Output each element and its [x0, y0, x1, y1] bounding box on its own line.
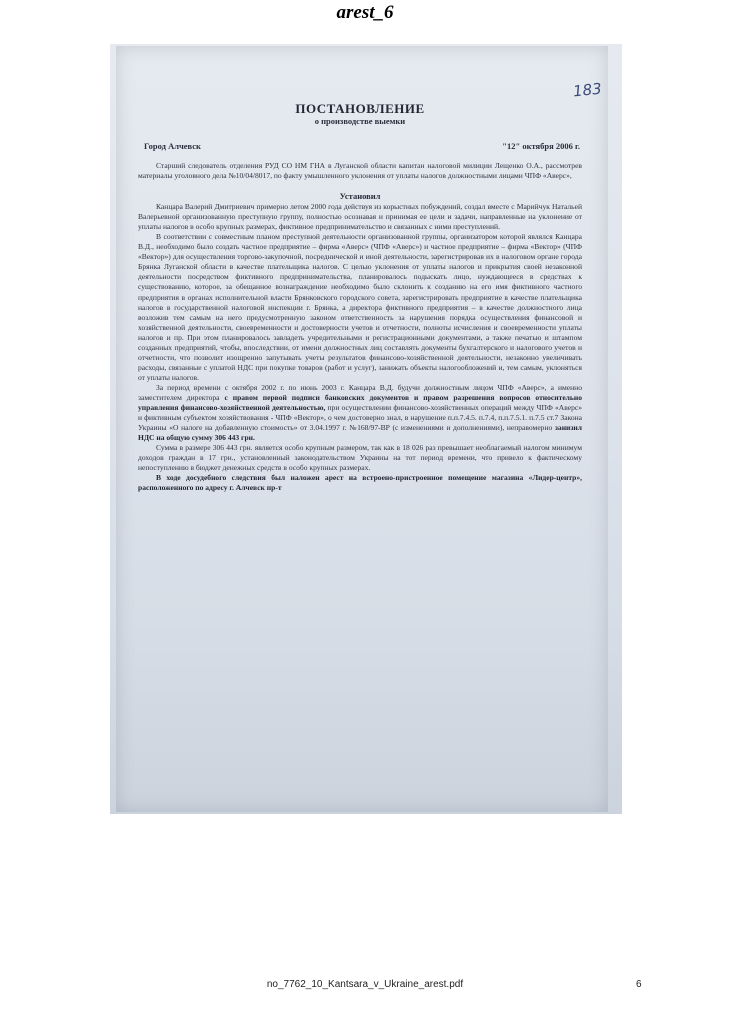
scanned-document-image [110, 44, 622, 814]
paragraph-1: Канцара Валерий Дмитриевич примерно летом 2000 года действуя из корыстных побуждений, создал вместе с Марийчук Натальей Валерьевной организованную преступную группу, полностью осознавая и принимая ее цели и задачи, направленные на уклонение от уплаты налогов в особо крупных размерах, фиктивное предпринимательство и связанных с ними преступлений. [138, 202, 582, 232]
footer-filename: no_7762_10_Kantsara_v_Ukraine_arest.pdf [266, 979, 464, 990]
document-body [138, 102, 582, 493]
paragraph-5: В ходе досудебного следствия был наложен арест на встроено-пристроенное помещение магазина «Лидер-центр», расположенного по адресу г. Алчевск пр-т [138, 473, 582, 493]
document-date: "12" октября 2006 г. [502, 141, 580, 151]
document-subtitle: о производстве выемки [314, 116, 406, 126]
section-heading: Установил [339, 191, 381, 202]
paragraph-3-text-1: За период времени с октября 2002 г. по июнь 2003 г. Канцара В.Д. будучи должностным лицом ЧПФ «Аверс», а именно заместителем директора [138, 382, 582, 402]
paragraph-3-text-2: при осуществлении финансово-хозяйственных операций между ЧПФ «Аверс» и фиктивным субъектом хозяйствования - ЧПФ «Вектор», о чем достоверно знал, в нарушение п.п.7.4.5. п.7.4, п.п.7.5.1. п.7.5 ст.7 Закона Украины «О налоге на добавленную стоимость» от 3.04.1997 г. №168/97-ВР (с изменениями и дополнениями), неправомерно [138, 403, 582, 433]
document-city: Город Алчевск [144, 141, 201, 151]
paragraph-3-bold-1: с правом первой подписи банковских документов и правом разрешения вопросов относительно управления финансово-хозяйственной деятельностью, [138, 392, 583, 413]
paragraph-3 [138, 383, 582, 443]
intro-paragraph: Старший следователь отделения РУД СО НМ ГНА в Луганской области капитан налоговой милиции Лещенко О.А., рассмотрев материалы уголовного дела №10/04/8017, по факту умышленного уклонения от уплаты налогов должностными лицами ЧПФ «Аверс», [138, 161, 582, 181]
handwritten-page-mark: 183 [572, 79, 603, 101]
paragraph-4: Сумма в размере 306 443 грн. является особо крупным размером, так как в 18 026 раз превышает необлагаемый налогом минимум доходов граждан в 17 грн., установленный законодательством Украины на тот период времени, что привело к фактическому непоступлению в бюджет денежных средств в особо крупных размерах. [138, 443, 582, 473]
paragraph-3-bold-2: занизил НДС на общую сумму 306 443 грн. [138, 423, 583, 443]
page-header-title: arest_6 [336, 2, 394, 23]
paragraph-2: В соответствии с совместным планом преступной деятельности организованной группы, организатором которой являлся Канцара В.Д., необходимо было создать частное предприятие – фирма «Аверс» (ЧПФ «Аверс») и частное предприятие – фирма «Вектор» (ЧПФ «Вектор») для осуществления торгово-закупочной, посреднической и иной деятельности, зарегистрировав их в налоговом органе города Брянка Луганской области в качестве плательщика налогов. С целью уклонения от уплаты налогов и прикрытия своей незаконной деятельности посредством фиктивного предпринимательства, планировалось подыскать лицо, нуждающееся в средствах к существованию, которое, за обещанное вознаграждение необходимо было склонить к созданию на его имя фиктивного частного предприятия в органах исполнительной власти Брянковского городского совета, зарегистрировать предприятие в качестве плательщика налогов в государственной налоговой инспекции г. Брянка, а директора фиктивного предприятия – в качестве должностного лица возложив тем самым на него предусмотренную законом ответственность за нарушения порядка осуществления финансовой и хозяйственной деятельности, своевременности и достоверности учетов и отчетности, полноты исчисления и своевременности уплаты налогов и пр. При этом планировалось завладеть учредительными и регистрационными документами, а также печатью и штампом созданных предприятий, чтобы, впоследствии, от имени должностных лиц составлять документы бухгалтерского и налогового учетов и отчетности, что позволит изощренно запутывать учеты результатов финансово-хозяйственной деятельности, незаконно увеличивать расходы, связанные с уплатой НДС при покупке товаров (работ и услуг), занижать объекты налогообложений и, тем самым, уклоняться от уплаты налогов. [138, 232, 582, 382]
document-title: ПОСТАНОВЛЕНИЕ [295, 101, 425, 116]
city-date-row [138, 141, 582, 151]
footer-page-number: 6 [636, 979, 642, 990]
